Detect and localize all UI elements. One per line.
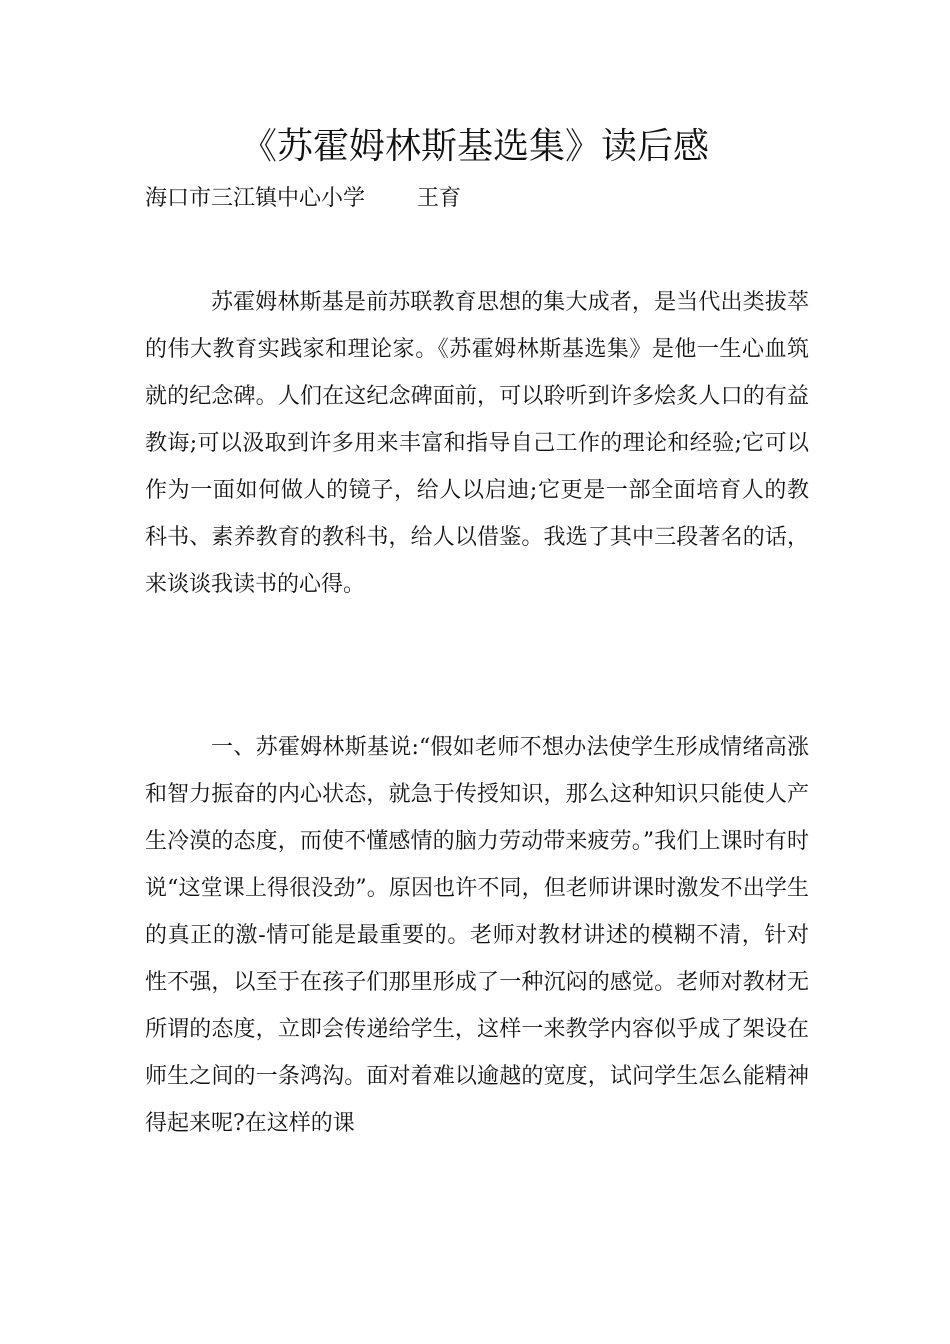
- document-title: 《苏霍姆林斯基选集》读后感: [240, 126, 709, 167]
- paragraph-section-one: 一、苏霍姆林斯基说:“假如老师不想办法使学生形成情绪高涨和智力振奋的内心状态，就急于传授知识，那么这种知识只能使人产生冷漠的态度，而使不懂感情的脑力劳动带来疲劳。”我们上课时有时说“这堂课上得很没劲”。原因也许不同，但老师讲课时激发不出学生的真正的激-情可能是最重要的。老师对教材讲述的模糊不清，针对性不强，以至于在孩子们那里形成了一种沉闷的感觉。老师对教材无所谓的态度，立即会传递给学生，这样一来教学内容似乎成了架设在师生之间的一条鸿沟。面对着难以逾越的宽度，试问学生怎么能精神得起来呢?在这样的课: [145, 735, 809, 1136]
- author-organization: 海口市三江镇中心小学: [145, 186, 366, 211]
- author-name: 王育: [417, 186, 462, 211]
- author-byline: [145, 181, 461, 217]
- paragraph-intro: 苏霍姆林斯基是前苏联教育思想的集大成者，是当代出类拔萃的伟大教育实践家和理论家。《苏霍姆林斯基选集》是他一生心血筑就的纪念碑。人们在这纪念碑面前，可以聆听到许多烩炙人口的有益教诲;可以汲取到许多用来丰富和指导自己工作的理论和经验;它可以作为一面如何做人的镜子，给人以启迪;它更是一部全面培育人的教科书、素养教育的教科书，给人以借鉴。我选了其中三段著名的话，来谈谈我读书的心得。: [145, 290, 809, 597]
